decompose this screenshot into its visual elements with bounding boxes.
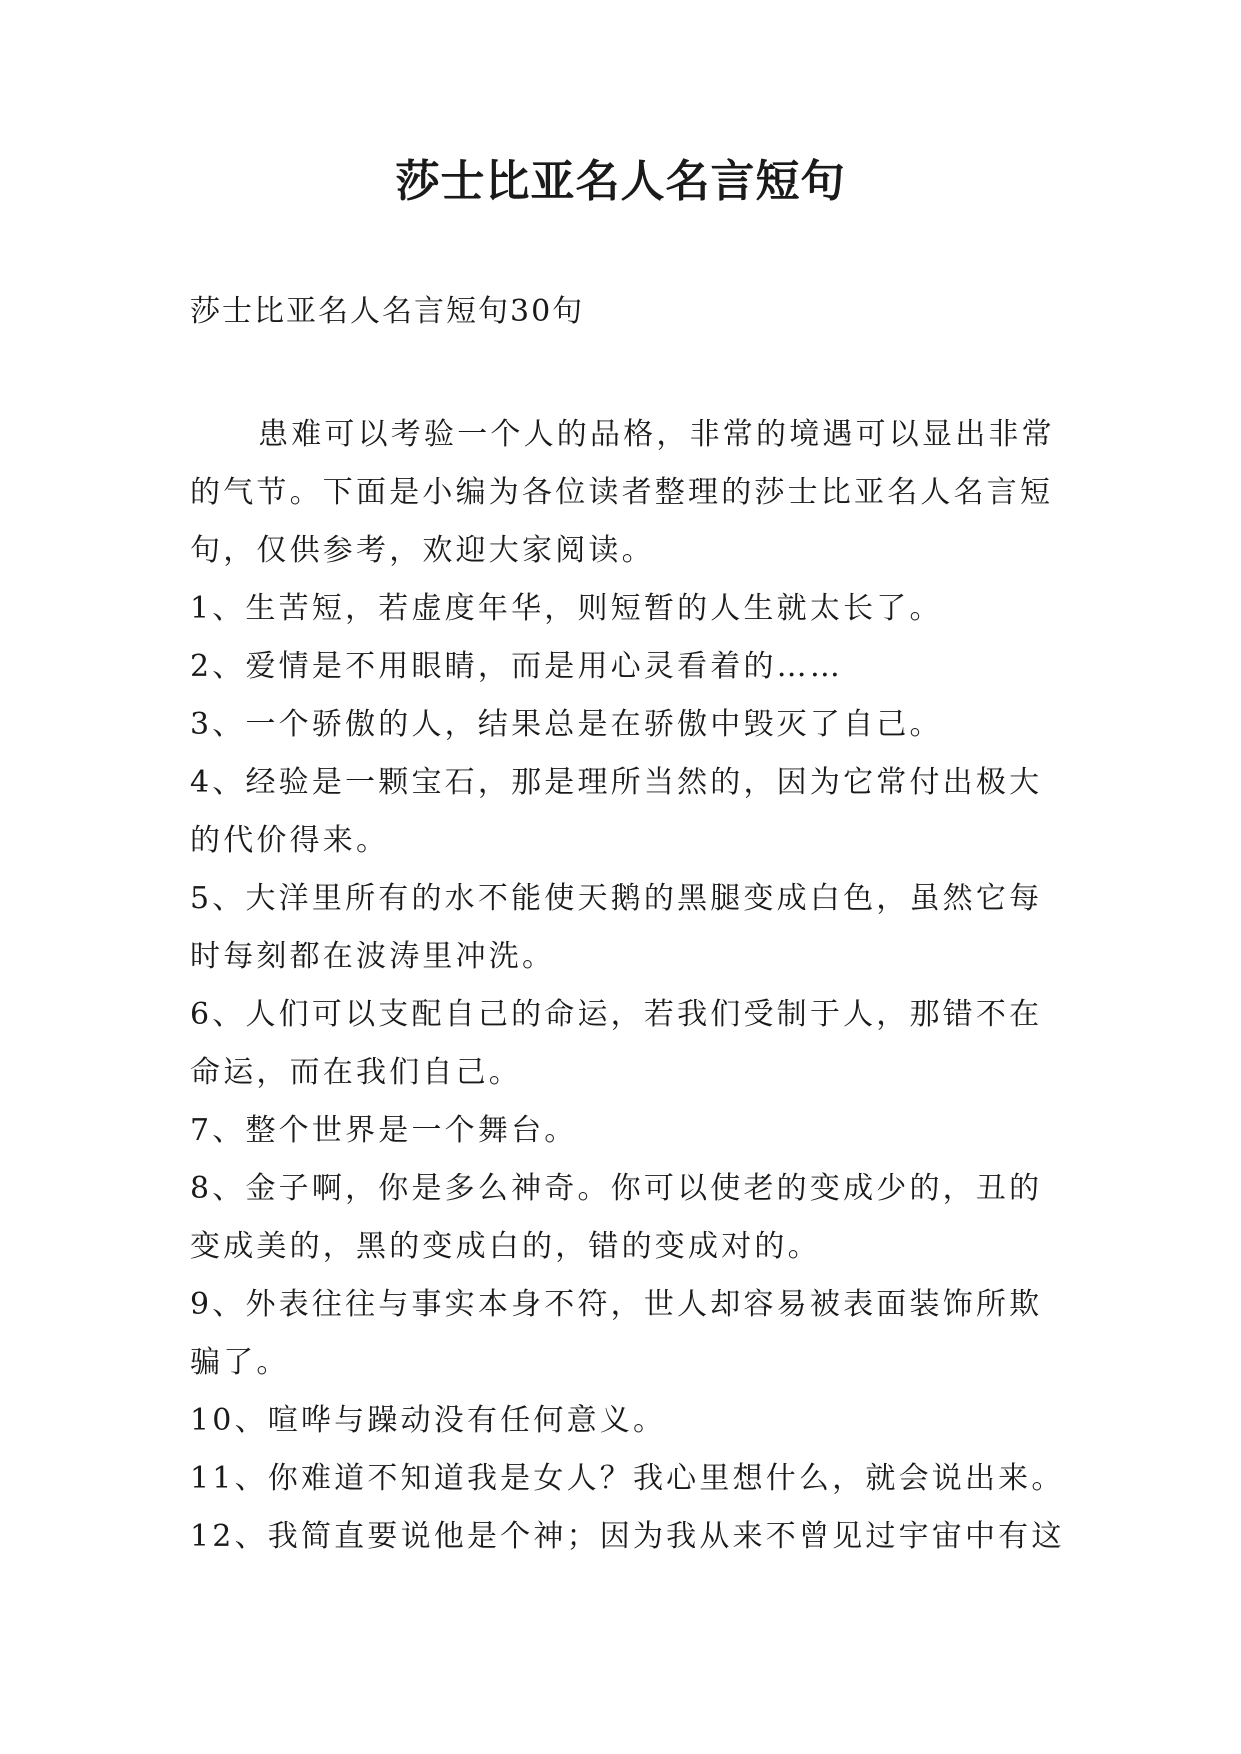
quote-item: 12、我简直要说他是个神；因为我从来不曾见过宇宙中有这 — [190, 1519, 1065, 1554]
intro-paragraph: 患难可以考验一个人的品格，非常的境遇可以显出非常的气节。下面是小编为各位读者整理的莎士比亚名人名言短句，仅供参考，欢迎大家阅读。 — [190, 417, 1055, 568]
document-title: 莎士比亚名人名言短句 — [395, 156, 846, 207]
quote-item: 6、人们可以支配自己的命运，若我们受制于人，那错不在命运，而在我们自己。 — [190, 997, 1043, 1090]
quote-item: 2、爱情是不用眼睛，而是用心灵看着的…… — [190, 649, 844, 684]
quote-item: 7、整个世界是一个舞台。 — [190, 1113, 578, 1148]
quote-item: 11、你难道不知道我是女人？我心里想什么，就会说出来。 — [190, 1461, 1065, 1496]
quote-item: 9、外表往往与事实本身不符，世人却容易被表面装饰所欺骗了。 — [190, 1287, 1043, 1380]
quote-item: 3、一个骄傲的人，结果总是在骄傲中毁灭了自己。 — [190, 707, 943, 742]
document-body — [190, 406, 1070, 1566]
document-subtitle: 莎士比亚名人名言短句30句 — [190, 294, 585, 329]
quote-item: 5、大洋里所有的水不能使天鹅的黑腿变成白色，虽然它每时每刻都在波涛里冲洗。 — [190, 881, 1043, 974]
quote-item: 1、生苦短，若虚度年华，则短暂的人生就太长了。 — [190, 591, 943, 626]
quote-item: 10、喧哗与躁动没有任何意义。 — [190, 1403, 667, 1438]
quote-item: 4、经验是一颗宝石，那是理所当然的，因为它常付出极大的代价得来。 — [190, 765, 1043, 858]
quote-item: 8、金子啊，你是多么神奇。你可以使老的变成少的，丑的变成美的，黑的变成白的，错的变成对的。 — [190, 1171, 1043, 1264]
